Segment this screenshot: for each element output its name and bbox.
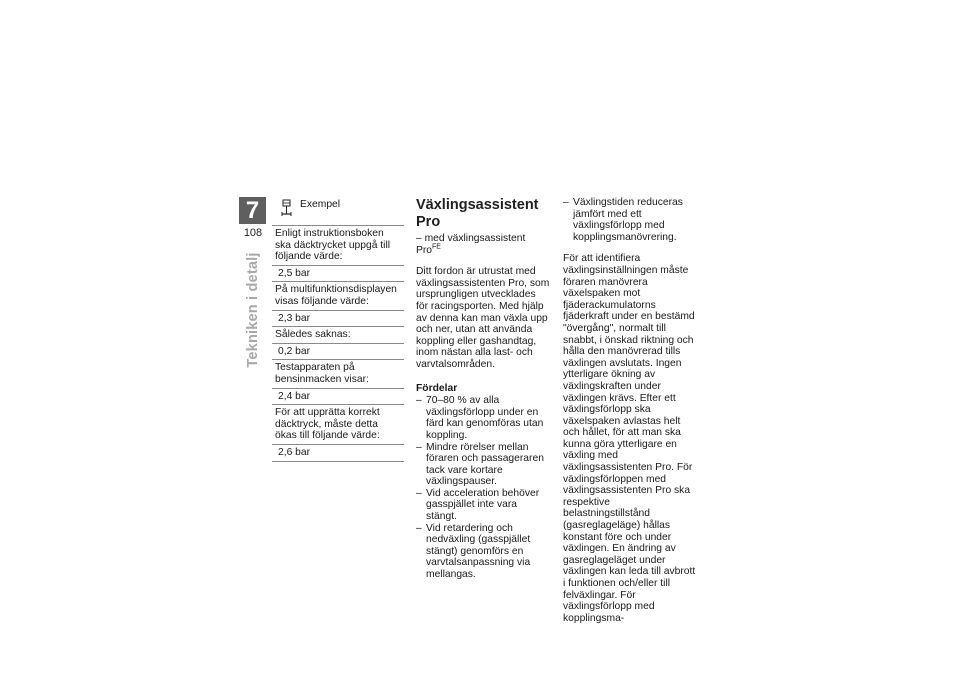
benefits-list [416, 395, 550, 581]
table-row-value: 2,5 bar [272, 266, 404, 283]
list-item: – Mindre rörelser mellan föraren och passageraren tack vare kortare växlingspauser. [416, 442, 550, 488]
page-number: 108 [243, 227, 263, 239]
benefits-heading: Fördelar [416, 382, 458, 394]
list-item: – 70–80 % av alla växlingsförlopp under en färd kan genomföras utan koppling. [416, 395, 550, 441]
table-row-text: Enligt instruktionsboken ska däcktrycket uppgå till följande värde: [272, 226, 404, 266]
table-row-value: 2,3 bar [272, 311, 404, 328]
table-row-text: På multifunktionsdisplayen visas följande värde: [272, 282, 404, 310]
list-item: – Växlingstiden reduceras jämfört med ett växlingsförlopp med kopplingsmanövrering. [563, 197, 697, 243]
tire-pressure-example-table [272, 195, 404, 462]
subtitle-superscript: FE [432, 243, 441, 251]
section-title: Växlingsassistent Pro [416, 197, 539, 230]
benefits-list-continued [563, 197, 697, 243]
section-subtitle [416, 233, 550, 256]
chapter-number-badge [239, 197, 266, 224]
example-header [272, 195, 404, 226]
middle-column [416, 197, 550, 581]
tire-pressure-gauge-icon [280, 198, 294, 222]
table-row-value: 2,4 bar [272, 389, 404, 406]
intro-paragraph: Ditt fordon är utrustat med växlingsassistenten Pro, som ursprungligen utvecklades för racingsporten. Med hjälp av denna kan man växla upp och ner, utan att använda koppling eller gashandtag, inom nästan alla last- och varvtalsområden. [416, 266, 550, 370]
table-row-value: 2,6 bar [272, 445, 404, 462]
chapter-number: 7 [245, 196, 260, 224]
shift-procedure-paragraph: För att identifiera växlingsinställningen måste föraren manövrera växelspaken mot fjäderackumulatorns fjäderkraft under en bestämd "övergång", normalt till snabbt, i önskad riktning och hålla den manövrerad tills växlingen avslutats. Ingen ytterligare ökning av växlingskraften under växlingen krävs. Efter ett växlingsförlopp ska växelspaken avlastas helt och hållet, för att man ska kunna göra ytterligare en växling med växlingsassistenten Pro. För växlingsförloppen med växlingsassistenten Pro ska respektive belastningstillstånd (gasreglageläge) hållas konstant före och under växlingen. En ändring av gasreglageläget under växlingen kan leda till avbrott i funktionen och/eller till felväxlingar. För växlingsförlopp med kopplingsma- [563, 253, 696, 624]
side-title-container [240, 245, 266, 375]
subtitle-text: – med växlingsassistent Pro [416, 233, 526, 256]
table-row-text: För att upprätta korrekt däcktryck, måste detta ökas till följande värde: [272, 405, 404, 445]
list-item: – Vid acceleration behöver gasspjället inte vara stängt. [416, 488, 550, 523]
table-row-text: Testapparaten på bensinmacken visar: [272, 360, 404, 388]
example-label: Exempel [300, 199, 341, 210]
table-row-text: Således saknas: [272, 327, 404, 344]
chapter-side-title: Tekniken i detalj [245, 252, 261, 368]
list-item: – Vid retardering och nedväxling (gasspjället stängt) genomförs en varvtalsanpassning via mellangas. [416, 523, 550, 581]
right-column [563, 197, 697, 624]
table-row-value: 0,2 bar [272, 344, 404, 361]
